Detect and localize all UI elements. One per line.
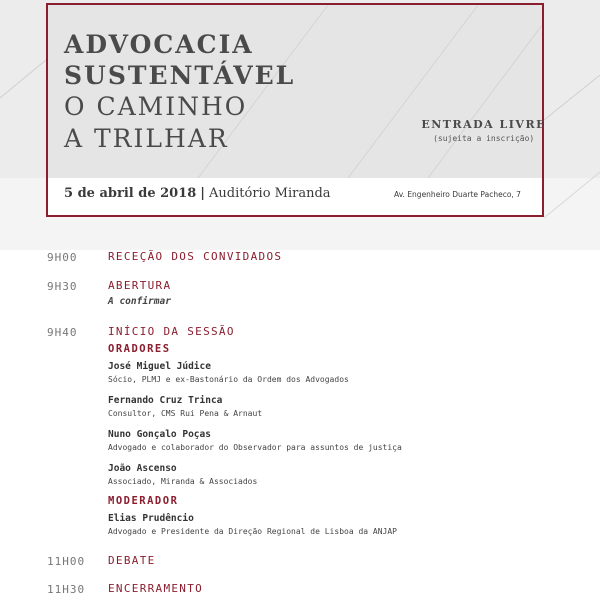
- speaker-name: José Miguel Júdice: [108, 361, 211, 372]
- speaker-role: Advogado e colaborador do Observador para assuntos de justiça: [108, 443, 402, 452]
- speaker-role: Consultor, CMS Rui Pena & Arnaut: [108, 409, 263, 418]
- speaker-role: Associado, Miranda & Associados: [108, 477, 258, 486]
- event-subtitle-line-1: O CAMINHO: [64, 92, 248, 121]
- moderator-label: MODERADOR: [108, 495, 179, 507]
- section-title-closing: ENCERRAMENTO: [108, 582, 204, 595]
- time-item-3: 9H40: [47, 326, 78, 339]
- time-item-1: 9H00: [47, 251, 78, 264]
- event-address: Av. Engenheiro Duarte Pacheco, 7: [394, 190, 521, 199]
- moderator-role: Advogado e Presidente da Direção Regional de Lisboa da ANJAP: [108, 527, 397, 536]
- section-title-session-start: INÍCIO DA SESSÃO: [108, 325, 235, 338]
- time-item-5: 11H30: [47, 583, 86, 596]
- speaker-name: Fernando Cruz Trinca: [108, 395, 223, 406]
- event-title-line-2: SUSTENTÁVEL: [64, 61, 296, 90]
- speaker-name: João Ascenso: [108, 463, 177, 474]
- entry-title: ENTRADA LIVRE: [421, 118, 546, 131]
- event-date: 5 de abril de 2018: [64, 186, 197, 201]
- entry-subtitle: (sujeita a inscrição): [433, 134, 535, 143]
- section-title-debate: DEBATE: [108, 554, 156, 567]
- time-item-2: 9H30: [47, 280, 78, 293]
- section-title-opening: ABERTURA: [108, 279, 172, 292]
- date-venue-line: [64, 186, 331, 201]
- speaker-role: Sócio, PLMJ e ex-Bastonário da Ordem dos Advogados: [108, 375, 349, 384]
- entry-info: [421, 118, 546, 143]
- speakers-label: ORADORES: [108, 343, 171, 355]
- date-separator: |: [200, 186, 206, 201]
- section-title-reception: RECEÇÃO DOS CONVIDADOS: [108, 250, 283, 263]
- time-item-4: 11H00: [47, 555, 86, 568]
- event-venue: Auditório Miranda: [209, 186, 331, 201]
- event-title-line-1: ADVOCACIA: [64, 30, 254, 59]
- opening-note: A confirmar: [108, 296, 171, 307]
- speaker-name: Nuno Gonçalo Poças: [108, 429, 211, 440]
- moderator-name: Elias Prudêncio: [108, 513, 194, 524]
- event-subtitle-line-2: A TRILHAR: [64, 124, 229, 153]
